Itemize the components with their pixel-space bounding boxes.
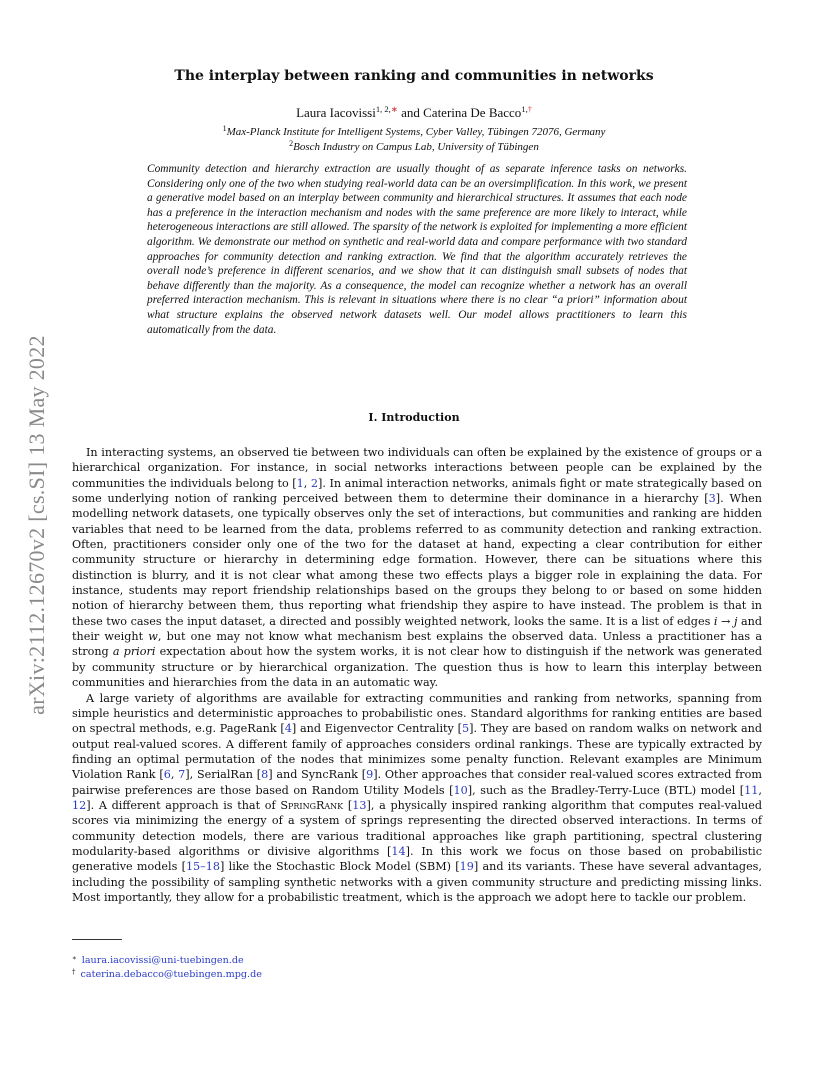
text-run: , bbox=[170, 768, 179, 782]
italic-text: w bbox=[148, 630, 158, 644]
text-run: In interacting systems, an observed tie between two individuals can often be explained by the existence of groups or a hierarchical organization. For instance, in social networks interactions between people can be explained by the communities the individuals belong to [ bbox=[72, 446, 762, 490]
section-heading: I. Introduction bbox=[368, 411, 460, 424]
citation-link[interactable]: 15–18 bbox=[185, 860, 221, 874]
text-run: ]. When modelling network datasets, one typically observes only the set of interactions, but communities and ranking are hidden variables that need to be learned from the data, problems referred to as community detection and ranking extraction. Often, practitioners consider only one of the two for the dataset at hand, expecting a clear contribution for either community structure or hierarchy in determining edge formation. However, there can be situations where this distinction is blurry, and it is not clear what among these two effects plays a bigger role in explaining the data. For instance, students may report friendship relationships based on the groups they belong to or based on some hidden notion of hierarchy between them, thus reporting what friendship they aspire to have instead. The problem is that in these two cases the input dataset, a directed and possibly weighted network, looks the same. It is a list of edges bbox=[72, 492, 762, 628]
italic-text: i → j bbox=[713, 614, 738, 628]
citation-link[interactable]: 7 bbox=[178, 768, 186, 782]
text-run: , bbox=[303, 476, 311, 490]
footnote-rule bbox=[72, 939, 122, 940]
footnote-link-dagger[interactable]: † bbox=[527, 104, 532, 114]
text-run: ]. Other approaches that consider real-valued scores extracted from pairwise preferences are those based on Random Utility Models [ bbox=[72, 768, 762, 797]
text-run: ] and Eigenvector Centrality [ bbox=[291, 722, 462, 736]
affiliation-marks: 1,† bbox=[521, 104, 532, 114]
italic-text: a priori bbox=[112, 645, 156, 659]
abstract: Community detection and hierarchy extraction are usually thought of as separate inference tasks on networks. Considering only one of the two when studying real-world data can be an oversimplification. In this work, we present a generative model based on an interplay between community and hierarchical structures. It assumes that each node has a preference in the interaction mechanism and nodes with the same preference are more likely to interact, while heterogeneous interactions are still allowed. The sparsity of the network is exploited for implementing a more efficient algorithm. We demonstrate our method on synthetic and real-world data and compare performance with two standard approaches for community detection and ranking extraction. We find that the algorithm accurately retrieves the overall node’s preference in different scenarios, and we show that it can distinguish small subsets of nodes that behave differently than the majority. As a consequence, the model can recognize whether a network has an overall preferred interaction mechanism. This is relevant in situations where there is no clear “a priori” information about what structure explains the observed network datasets well. Our model allows practitioners to learn this automatically from the data. bbox=[147, 163, 687, 336]
text-run: ]. In animal interaction networks, animals fight or mate strategically based on some underlying notion of ranking perceived between them to determine their dominance in a hierarchy [ bbox=[72, 476, 762, 506]
citation-link[interactable]: 19 bbox=[459, 860, 474, 874]
paragraph bbox=[72, 691, 762, 906]
affiliation-2: $^2$Bosch Industry on Campus Lab, University of Tübingen bbox=[289, 139, 539, 153]
text-run: ] and SyncRank [ bbox=[268, 768, 367, 782]
citation-link[interactable]: 13 bbox=[352, 798, 367, 812]
text-run: ]. A different approach is that of bbox=[86, 798, 281, 812]
author-separator: and bbox=[397, 105, 424, 120]
text-run: ] and its variants. These have several advantages, including the possibility of sampling synthetic networks with a given community structure and predicting missing links. Most importantly, they allow for a probabilistic treatment, which is the approach we adopt here to tackle our problem. bbox=[72, 860, 762, 904]
citation-link[interactable]: 8 bbox=[261, 768, 269, 782]
footnote-link-star[interactable]: ∗ bbox=[390, 104, 398, 114]
citation-link[interactable]: 14 bbox=[391, 844, 406, 858]
paragraph bbox=[72, 445, 762, 691]
text-run: ], SerialRan [ bbox=[185, 768, 262, 782]
text-run: , bbox=[758, 783, 762, 797]
introduction-body bbox=[72, 445, 762, 905]
text-run: and their weight bbox=[72, 614, 763, 644]
citation-link[interactable]: 5 bbox=[461, 722, 470, 736]
citation-link[interactable]: 9 bbox=[366, 768, 374, 782]
text-run: ]. They are based on random walks on network and output real-valued scores. A different family of approaches considers ordinal rankings. These are typically extracted by finding an optimal permutation of the nodes that minimizes some penalty function. Relevant examples are Minimum Violation Rank [ bbox=[72, 722, 762, 782]
affiliation-marks: 1, 2,∗ bbox=[375, 104, 398, 114]
email-link[interactable]: caterina.debacco@tuebingen.mpg.de bbox=[80, 969, 262, 980]
citation-link[interactable]: 6 bbox=[163, 768, 171, 782]
footnote: ∗ laura.iacovissi@uni-tuebingen.de bbox=[72, 954, 244, 966]
text-run: ], such as the Bradley-Terry-Luce (BTL) model [ bbox=[467, 783, 745, 797]
email-link[interactable]: laura.iacovissi@uni-tuebingen.de bbox=[81, 955, 244, 966]
citation-link[interactable]: 2 bbox=[310, 476, 318, 490]
footnote: † caterina.debacco@tuebingen.mpg.de bbox=[72, 968, 262, 980]
text-run: , but one may not know what mechanism best explains the observed data. Unless a practitioner has a strong bbox=[72, 630, 762, 659]
arxiv-identifier: arXiv:2112.12670v2 [cs.SI] 13 May 2022 bbox=[24, 335, 49, 715]
citation-link[interactable]: 10 bbox=[453, 783, 468, 797]
citation-link[interactable]: 12 bbox=[72, 798, 87, 812]
text-run: ]. In this work we focus on those based on probabilistic generative models [ bbox=[72, 844, 762, 874]
citation-link[interactable]: 1 bbox=[296, 476, 304, 490]
text-run: ] like the Stochastic Block Model (SBM) [ bbox=[220, 860, 460, 874]
author-name: Caterina De Bacco bbox=[423, 105, 522, 120]
citation-link[interactable]: 3 bbox=[708, 492, 716, 506]
text-run: ], a physically inspired ranking algorithm that computes real-valued scores via minimizing the energy of a system of springs representing the directed observed interactions. In terms of community detection models, there are various traditional approaches like graph partitioning, spectral clustering modularity-based algorithms or divisive algorithms [ bbox=[72, 798, 763, 858]
text-run: expectation about how the system works, it is not clear how to distinguish if the network was generated by community structure or by hierarchical organization. The question thus is how to learn this interplay between communities and hierarchies from the data in an automatic way. bbox=[72, 645, 762, 690]
small-caps-text: SpringRank bbox=[280, 798, 344, 812]
affiliation-1: $^1$Max-Planck Institute for Intelligent Systems, Cyber Valley, Tübingen 72076, Germany bbox=[222, 124, 606, 138]
citation-link[interactable]: 4 bbox=[284, 722, 292, 736]
text-run: A large variety of algorithms are available for extracting communities and ranking from networks, spanning from simple heuristics and deterministic approaches to probabilistic ones. Standard algorithms for ranking entities are based on spectral methods, e.g. PageRank [ bbox=[72, 691, 762, 736]
author-name: Laura Iacovissi bbox=[296, 105, 376, 120]
arxiv-sidebar-stamp bbox=[22, 290, 52, 760]
author-line bbox=[0, 104, 828, 121]
citation-link[interactable]: 11 bbox=[744, 783, 759, 797]
text-run: [ bbox=[343, 798, 353, 812]
paper-title: The interplay between ranking and communities in networks bbox=[174, 68, 654, 84]
